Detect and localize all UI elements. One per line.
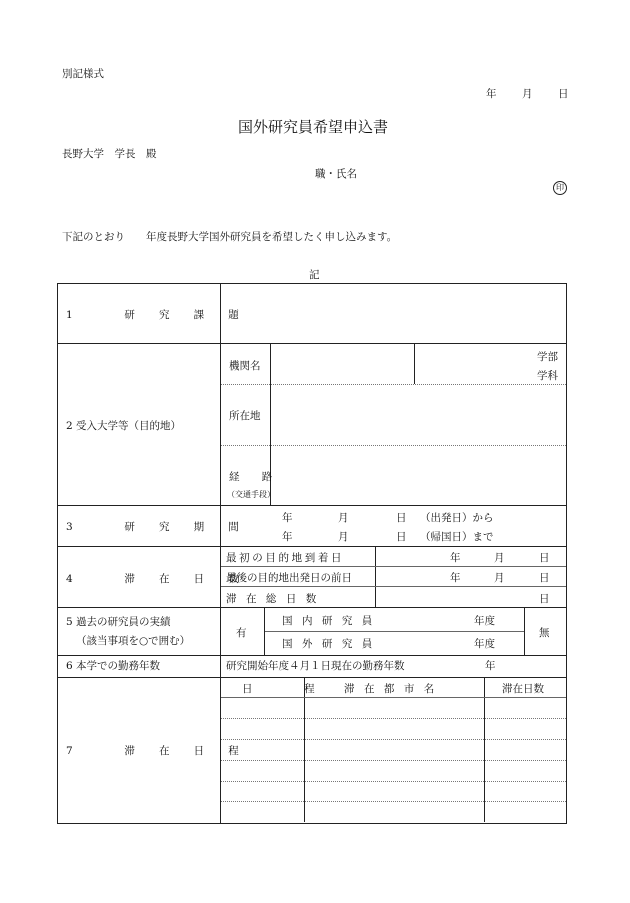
start-year: 年 <box>282 512 293 524</box>
departure-note: （出発日）から <box>420 512 494 524</box>
first-arrival-label: 最初の目的地到着日 <box>226 552 345 564</box>
host-institution-label: 2 受入大学等（目的地） <box>66 420 182 432</box>
past-record-note: （該当事項を○で囲む） <box>76 635 191 647</box>
ki-mark: 記 <box>309 269 320 281</box>
total-days-label: 滞在総日数 <box>226 593 326 605</box>
foreign-researcher-label: 国外研究員 <box>282 638 382 650</box>
return-note: （帰国日）まで <box>420 531 494 543</box>
schedule-days-header: 滞在日数 <box>502 683 544 695</box>
location-label: 所在地 <box>229 410 261 422</box>
seal-mark: 印 <box>553 181 567 195</box>
route-sub-label: （交通手段） <box>227 490 275 499</box>
faculty-label: 学部 <box>537 351 558 363</box>
arrival-month: 月 <box>494 552 505 564</box>
location-input[interactable] <box>273 387 563 443</box>
date-month-label: 月 <box>522 88 533 100</box>
date-year-label: 年 <box>486 88 497 100</box>
stay-schedule-label: 7 滞在日程 <box>66 745 263 757</box>
no-option[interactable]: 無 <box>539 627 550 639</box>
domestic-nendo: 年度 <box>474 615 495 627</box>
route-label: 経 路 <box>229 471 282 483</box>
applicant-label: 職・氏名 <box>315 168 357 180</box>
total-day-unit: 日 <box>539 593 550 605</box>
years-of-service-label: 6 本学での勤務年数 <box>66 660 161 672</box>
research-topic-input[interactable] <box>222 286 562 341</box>
yes-option[interactable]: 有 <box>236 627 247 639</box>
end-year: 年 <box>282 531 293 543</box>
arrival-year: 年 <box>450 552 461 564</box>
start-month: 月 <box>338 512 349 524</box>
schedule-date-header: 日 程 <box>242 683 339 695</box>
research-period-label: 3 研究期間 <box>66 521 263 533</box>
form-label: 別記様式 <box>62 68 104 80</box>
departure-day: 日 <box>539 572 550 584</box>
end-day: 日 <box>396 531 407 543</box>
research-topic-label: 1 研究課題 <box>66 309 263 321</box>
institution-name-label: 機関名 <box>229 360 261 372</box>
document-title: 国外研究員希望申込書 <box>238 118 389 136</box>
years-of-service-text: 研究開始年度４月１日現在の勤務年数 <box>226 660 405 672</box>
past-record-label: 5 過去の研究員の実績 <box>66 616 171 628</box>
addressee: 長野大学 学長 殿 <box>62 148 157 160</box>
start-day: 日 <box>396 512 407 524</box>
date-day-label: 日 <box>558 88 569 100</box>
foreign-nendo: 年度 <box>474 638 495 650</box>
intro-text: 下記のとおり 年度長野大学国外研究員を希望したく申し込みます。 <box>62 231 398 243</box>
last-departure-label: 最後の目的地出発日の前日 <box>226 572 352 584</box>
end-month: 月 <box>338 531 349 543</box>
years-of-service-unit: 年 <box>485 660 496 672</box>
institution-name-input[interactable] <box>273 346 411 382</box>
route-input[interactable] <box>273 448 563 503</box>
stay-days-label: 4 滞在日数 <box>66 573 263 585</box>
schedule-city-header: 滞在都市名 <box>344 683 444 695</box>
department-label: 学科 <box>537 370 558 382</box>
departure-month: 月 <box>494 572 505 584</box>
arrival-day: 日 <box>539 552 550 564</box>
domestic-researcher-label: 国内研究員 <box>282 615 382 627</box>
departure-year: 年 <box>450 572 461 584</box>
